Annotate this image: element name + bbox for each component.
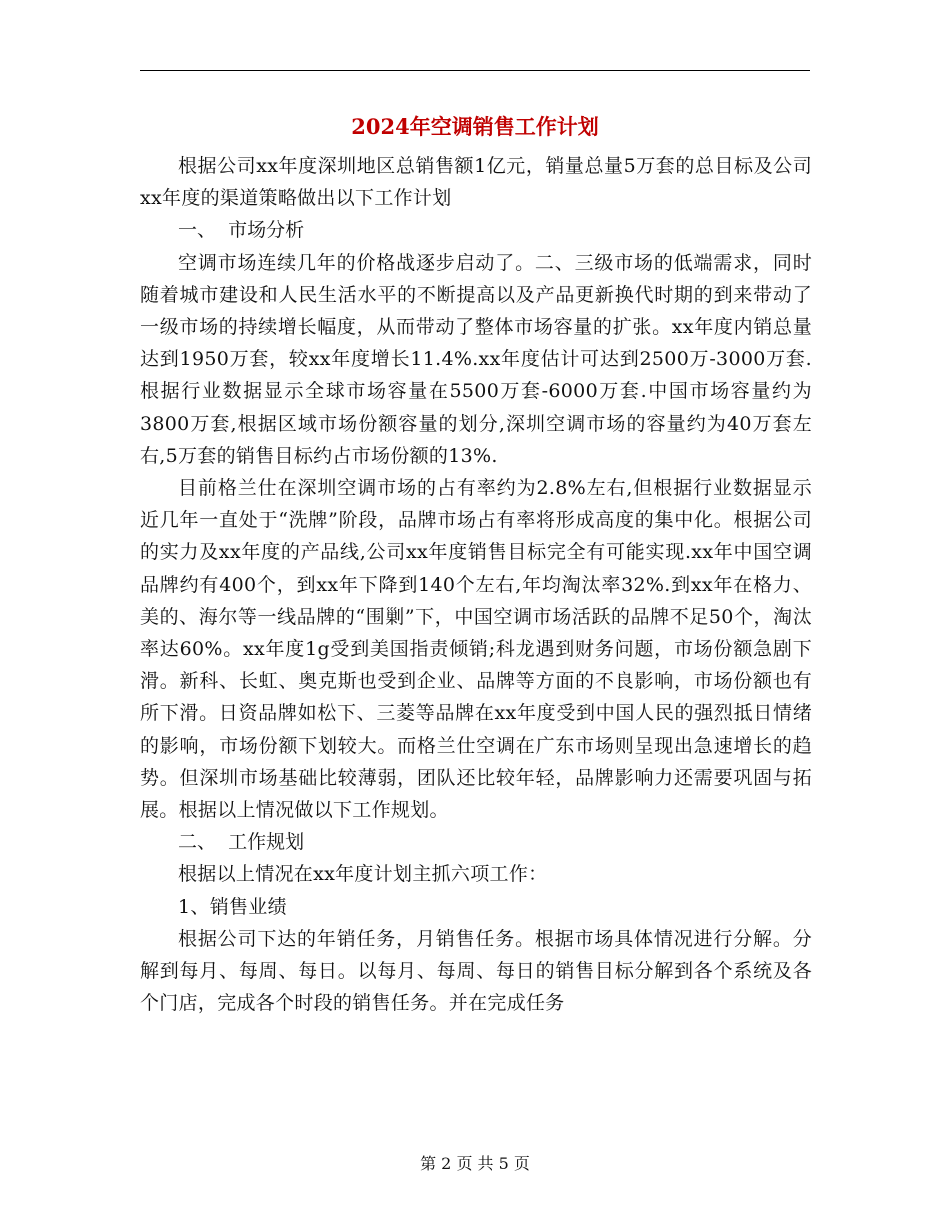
subheading-sales-performance: 1、销售业绩 — [178, 895, 287, 918]
sales-paragraph: 根据公司下达的年销任务，月销售任务。根据市场具体情况进行分解。分解到每月、每周、每日。以每月、每周、每日的销售目标分解到各个系统及各个门店，完成各个时段的销售任务。并在完成任务 — [140, 927, 812, 1015]
page-footer: 第 2 页 共 5 页 — [420, 1154, 530, 1173]
document-title: 2024年空调销售工作计划 — [351, 114, 599, 139]
plan-intro-paragraph: 根据以上情况在xx年度计划主抓六项工作： — [178, 863, 548, 886]
section-heading-market-analysis: 一、 市场分析 — [178, 219, 305, 242]
header-rule — [140, 70, 810, 71]
market-paragraph: 空调市场连续几年的价格战逐步启动了。二、三级市场的低端需求，同时随着城市建设和人民生活水平的不断提高以及产品更新换代时期的到来带动了一级市场的持续增长幅度，从而带动了整体市场容量的扩张。xx年度内销总量达到1950万套，较xx年度增长11.4%.xx年度估计可达到2500万-3000万套.根据行业数据显示全球市场容量在5500万套-6000万套.中国市场容量约为3800万套,根据区域市场份额容量的划分,深圳空调市场的容量约为40万套左右,5万套的销售目标约占市场份额的13%. — [140, 251, 812, 467]
brand-paragraph: 目前格兰仕在深圳空调市场的占有率约为2.8%左右,但根据行业数据显示近几年一直处于“洗牌”阶段，品牌市场占有率将形成高度的集中化。根据公司的实力及xx年度的产品线,公司xx年度销售目标完全有可能实现.xx年中国空调品牌约有400个，到xx年下降到140个左右,年均淘汰率32%.到xx年在格力、美的、海尔等一线品牌的“围剿”下，中国空调市场活跃的品牌不足50个，淘汰率达60%。xx年度1g受到美国指责倾销;科龙遇到财务问题，市场份额急剧下滑。新科、长虹、奥克斯也受到企业、品牌等方面的不良影响，市场份额也有所下滑。日资品牌如松下、三菱等品牌在xx年度受到中国人民的强烈抵日情绪的影响，市场份额下划较大。而格兰仕空调在广东市场则呈现出急速增长的趋势。但深圳市场基础比较薄弱，团队还比较年轻，品牌影响力还需要巩固与拓展。根据以上情况做以下工作规划。 — [140, 477, 812, 822]
intro-paragraph: 根据公司xx年度深圳地区总销售额1亿元，销量总量5万套的总目标及公司xx年度的渠道策略做出以下工作计划 — [140, 155, 812, 210]
document-body — [140, 150, 812, 1019]
section-heading-work-plan: 二、 工作规划 — [178, 831, 305, 854]
